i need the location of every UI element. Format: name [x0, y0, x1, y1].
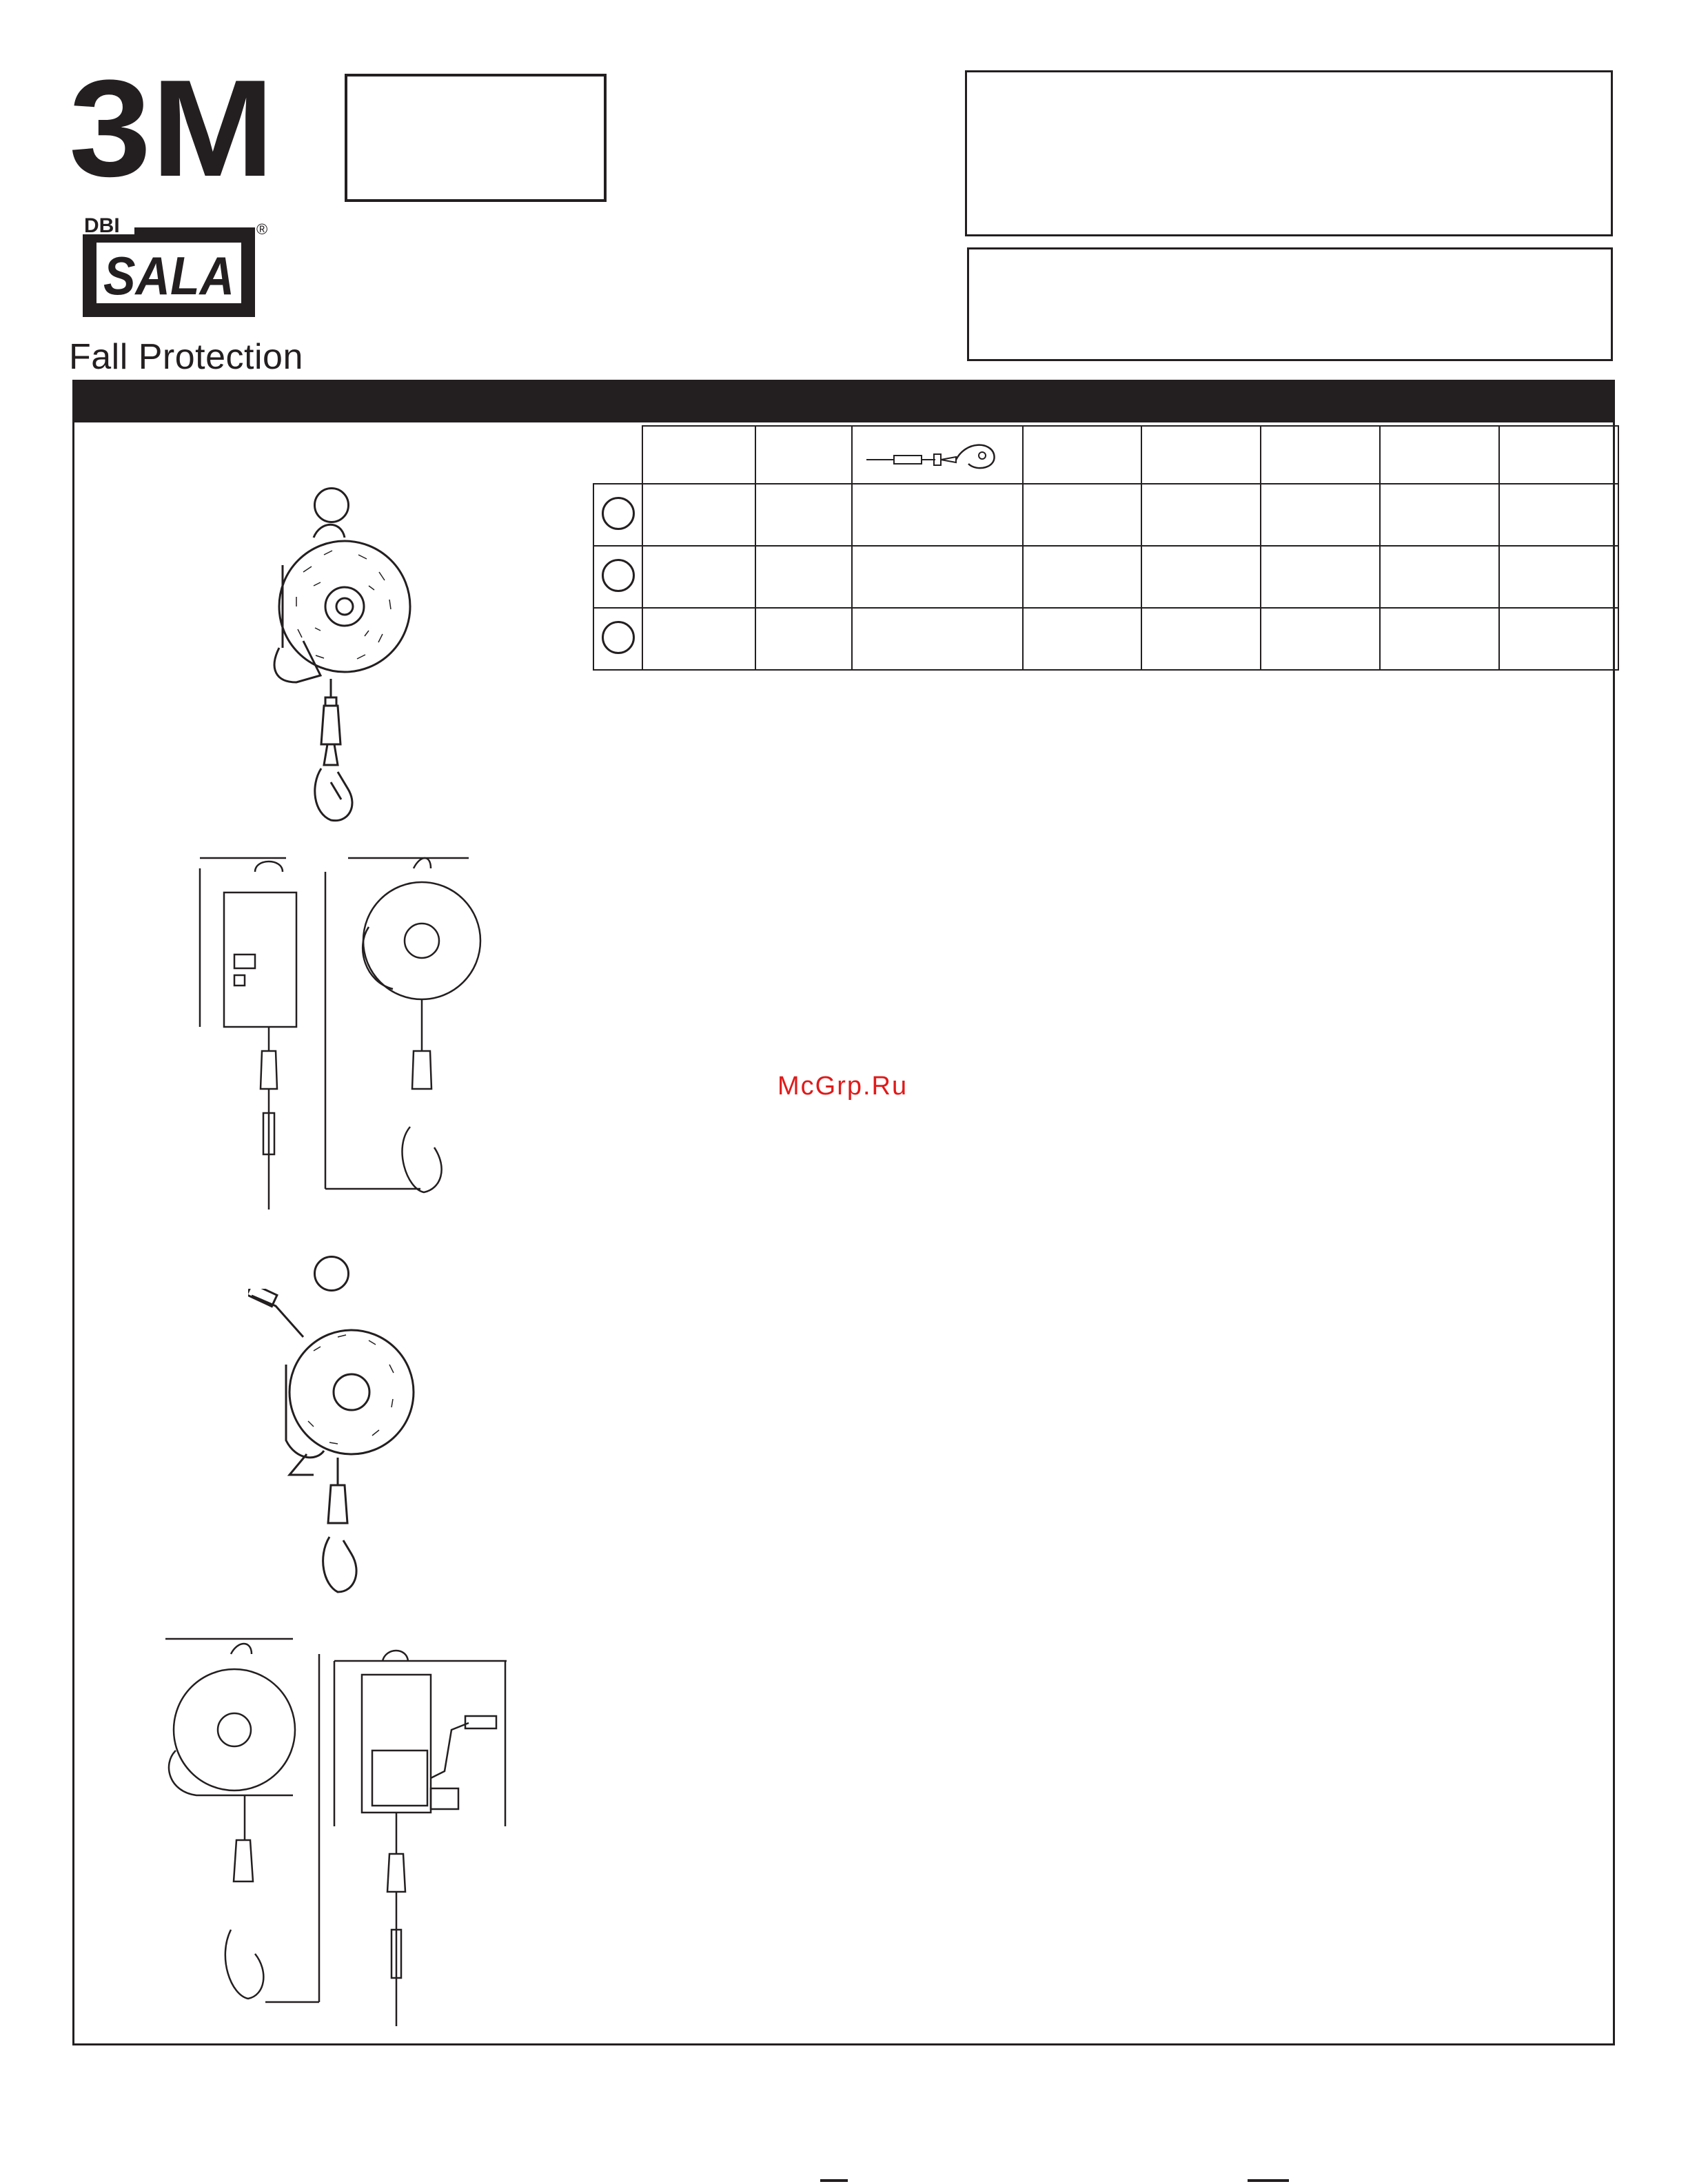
table-corner-cell [593, 426, 642, 484]
table-cell [1499, 484, 1618, 546]
product-number-box [345, 74, 607, 202]
dbi-sala-logo [83, 214, 276, 317]
table-cell [1141, 484, 1261, 546]
table-cell [1023, 484, 1141, 546]
figure-b-front-view-illustration [155, 1633, 327, 2033]
table-row [593, 608, 1618, 670]
table-cell [1380, 546, 1499, 608]
table-cell [755, 484, 852, 546]
table-cell [1261, 546, 1380, 608]
table-cell [1380, 608, 1499, 670]
table-cell [1261, 608, 1380, 670]
table-row [593, 484, 1618, 546]
sala-text: SALA [103, 245, 234, 306]
table-header-cell [642, 426, 755, 484]
table-cell [1261, 484, 1380, 546]
footer-mark [820, 2179, 848, 2182]
registered-mark: ® [256, 221, 268, 238]
table-cell [1141, 608, 1261, 670]
section-title-bar [72, 380, 1615, 422]
row-number-circle [602, 559, 635, 592]
figure-a-srl-illustration [255, 517, 434, 841]
table-cell [642, 608, 755, 670]
table-cell [1141, 546, 1261, 608]
figure-a-front-view-illustration [345, 851, 496, 1216]
division-label: Fall Protection [69, 337, 303, 377]
spec-table [593, 425, 1619, 671]
3m-logo-text: 3M [69, 72, 274, 183]
figure-b-srl-winch-illustration [248, 1289, 441, 1620]
row-number-cell [593, 546, 642, 608]
footer-mark [1248, 2179, 1289, 2182]
table-cell [852, 484, 1023, 546]
row-number-circle [602, 497, 635, 530]
table-header-cell [755, 426, 852, 484]
table-cell [755, 608, 852, 670]
row-number-circle [602, 621, 635, 654]
table-cell [1499, 546, 1618, 608]
table-cell [642, 484, 755, 546]
3m-logo [69, 72, 276, 183]
table-cell [642, 546, 755, 608]
table-header-cell [1023, 426, 1141, 484]
table-cell [1023, 608, 1141, 670]
table-header-cell [1380, 426, 1499, 484]
table-cell [1023, 546, 1141, 608]
table-header-cell [1499, 426, 1618, 484]
row-number-cell [593, 608, 642, 670]
table-header-cell [1141, 426, 1261, 484]
table-cell [1499, 608, 1618, 670]
table-cell [852, 608, 1023, 670]
table-header-connector-cell [852, 426, 1023, 484]
header-info-box-secondary [967, 247, 1613, 361]
row-number-cell [593, 484, 642, 546]
table-cell [852, 546, 1023, 608]
table-row [593, 546, 1618, 608]
table-header-cell [1261, 426, 1380, 484]
dbi-text: DBI [84, 214, 120, 237]
table-cell [755, 546, 852, 608]
connector-hook-icon [853, 427, 1022, 483]
watermark-text: McGrp.Ru [777, 1072, 908, 1101]
header-info-box [965, 70, 1613, 236]
table-cell [1380, 484, 1499, 546]
figure-b-circle [314, 1256, 349, 1292]
figure-b-side-view-illustration [331, 1647, 510, 2033]
spec-table-header-row [593, 426, 1618, 484]
